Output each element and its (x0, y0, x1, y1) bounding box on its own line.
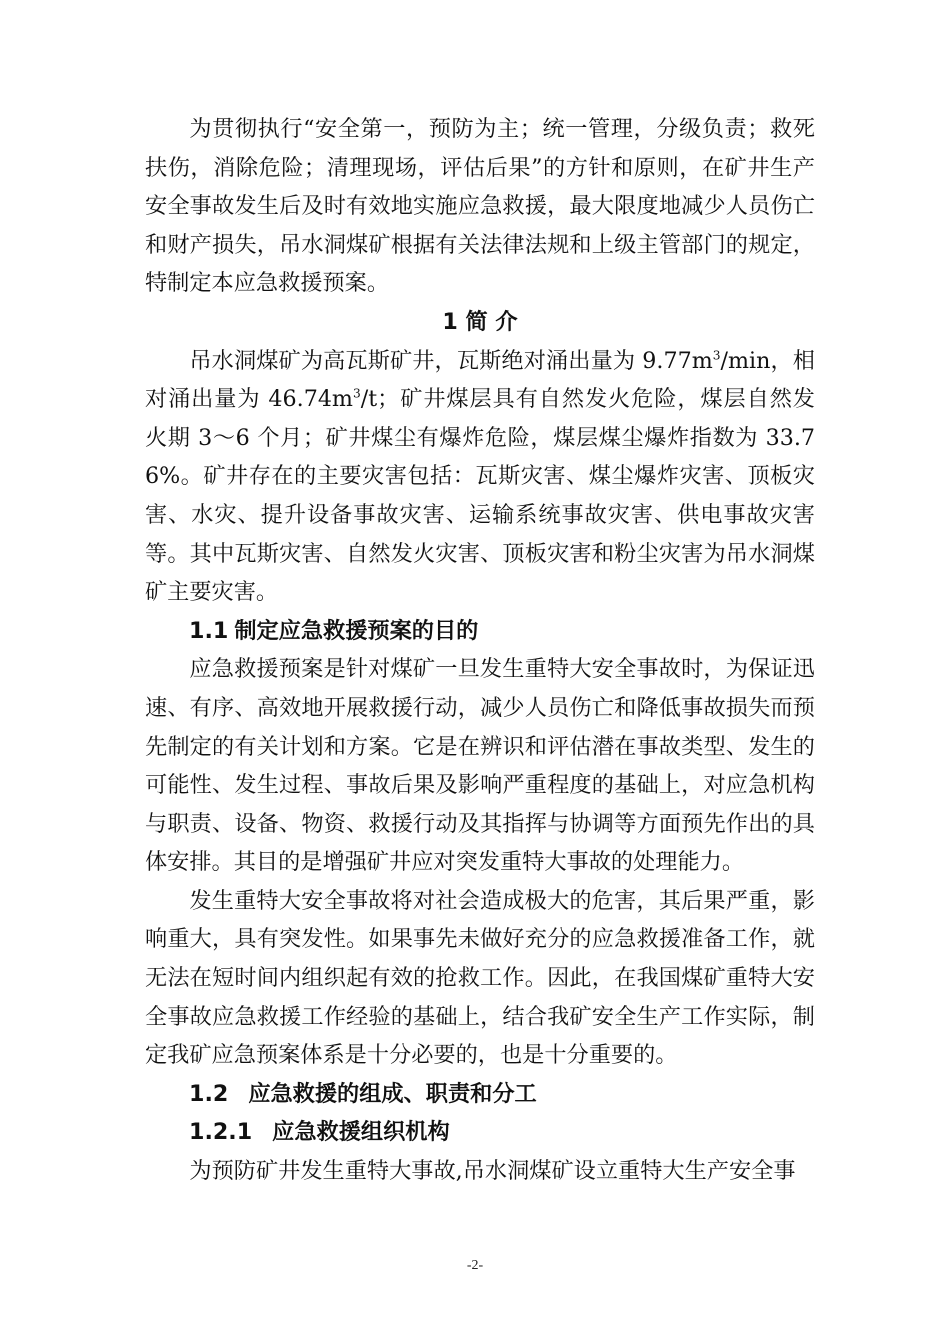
section-1-1-heading (145, 612, 815, 651)
section-number: 1.1 (189, 617, 229, 644)
section-1-1-paragraph-1: 应急救援预案是针对煤矿一旦发生重特大安全事故时，为保证迅速、有序、高效地开展救援行动，减少人员伤亡和降低事故损失而预先制定的有关计划和方案。它是在辨识和评估潜在事故类型、发生的可能性、发生过程、事故后果及影响严重程度的基础上，对应急机构与职责、设备、物资、救援行动及其指挥与协调等方面预先作出的具体安排。其目的是增强矿井应对突发重特大事故的处理能力。 (145, 656, 815, 876)
section-1-text-part2: /min，相对涌出量为 46.74m (145, 347, 815, 413)
section-1-text-part1: 吊水洞煤矿为高瓦斯矿井，瓦斯绝对涌出量为 9.77m (189, 347, 713, 374)
section-title: 应急救援组织机构 (272, 1119, 450, 1146)
section-1-1-paragraph-2: 发生重特大安全事故将对社会造成极大的危害，其后果严重，影响重大，具有突发性。如果事先未做好充分的应急救援准备工作，就无法在短时间内组织起有效的抢救工作。因此，在我国煤矿重特大安全事故应急救援工作经验的基础上，结合我矿安全生产工作实际，制定我矿应急预案体系是十分必要的，也是十分重要的。 (145, 887, 815, 1069)
section-1-2-1-paragraph: 为预防矿井发生重特大事故,吊水洞煤矿设立重特大生产安全事 (189, 1158, 796, 1185)
cubic-superscript-1: 3 (712, 348, 721, 363)
section-1-2-1-heading (145, 1113, 815, 1152)
section-1-2-heading (145, 1075, 815, 1114)
section-title: 制定应急救援预案的目的 (234, 617, 479, 644)
section-1-text-part3: /t；矿井煤层具有自然发火危险，煤层自然发火期 3～6 个月；矿井煤尘有爆炸危险，煤层煤尘爆炸指数为 33.76%。矿井存在的主要灾害包括：瓦斯灾害、煤尘爆炸灾害、顶板灾害、水灾、提升设备事故灾害、运输系统事故灾害、供电事故灾害等。其中瓦斯灾害、自然发火灾害、顶板灾害和粉尘灾害为吊水洞煤矿主要灾害。 (145, 386, 815, 606)
section-1-heading: 1 简 介 (442, 308, 518, 335)
section-number: 1.2 (189, 1080, 229, 1107)
section-1-paragraph (145, 342, 815, 612)
section-title: 应急救援的组成、职责和分工 (248, 1080, 537, 1107)
document-body (145, 110, 815, 1191)
page-number: -2- (466, 1258, 484, 1273)
intro-paragraph: 为贯彻执行“安全第一，预防为主；统一管理，分级负责；救死扶伤，消除危险；清理现场，评估后果”的方针和原则，在矿井生产安全事故发生后及时有效地实施应急救援，最大限度地减少人员伤亡和财产损失，吊水洞煤矿根据有关法律法规和上级主管部门的规定，特制定本应急救援预案。 (145, 116, 815, 297)
section-number: 1.2.1 (189, 1119, 253, 1146)
cubic-superscript-2: 3 (352, 386, 361, 401)
